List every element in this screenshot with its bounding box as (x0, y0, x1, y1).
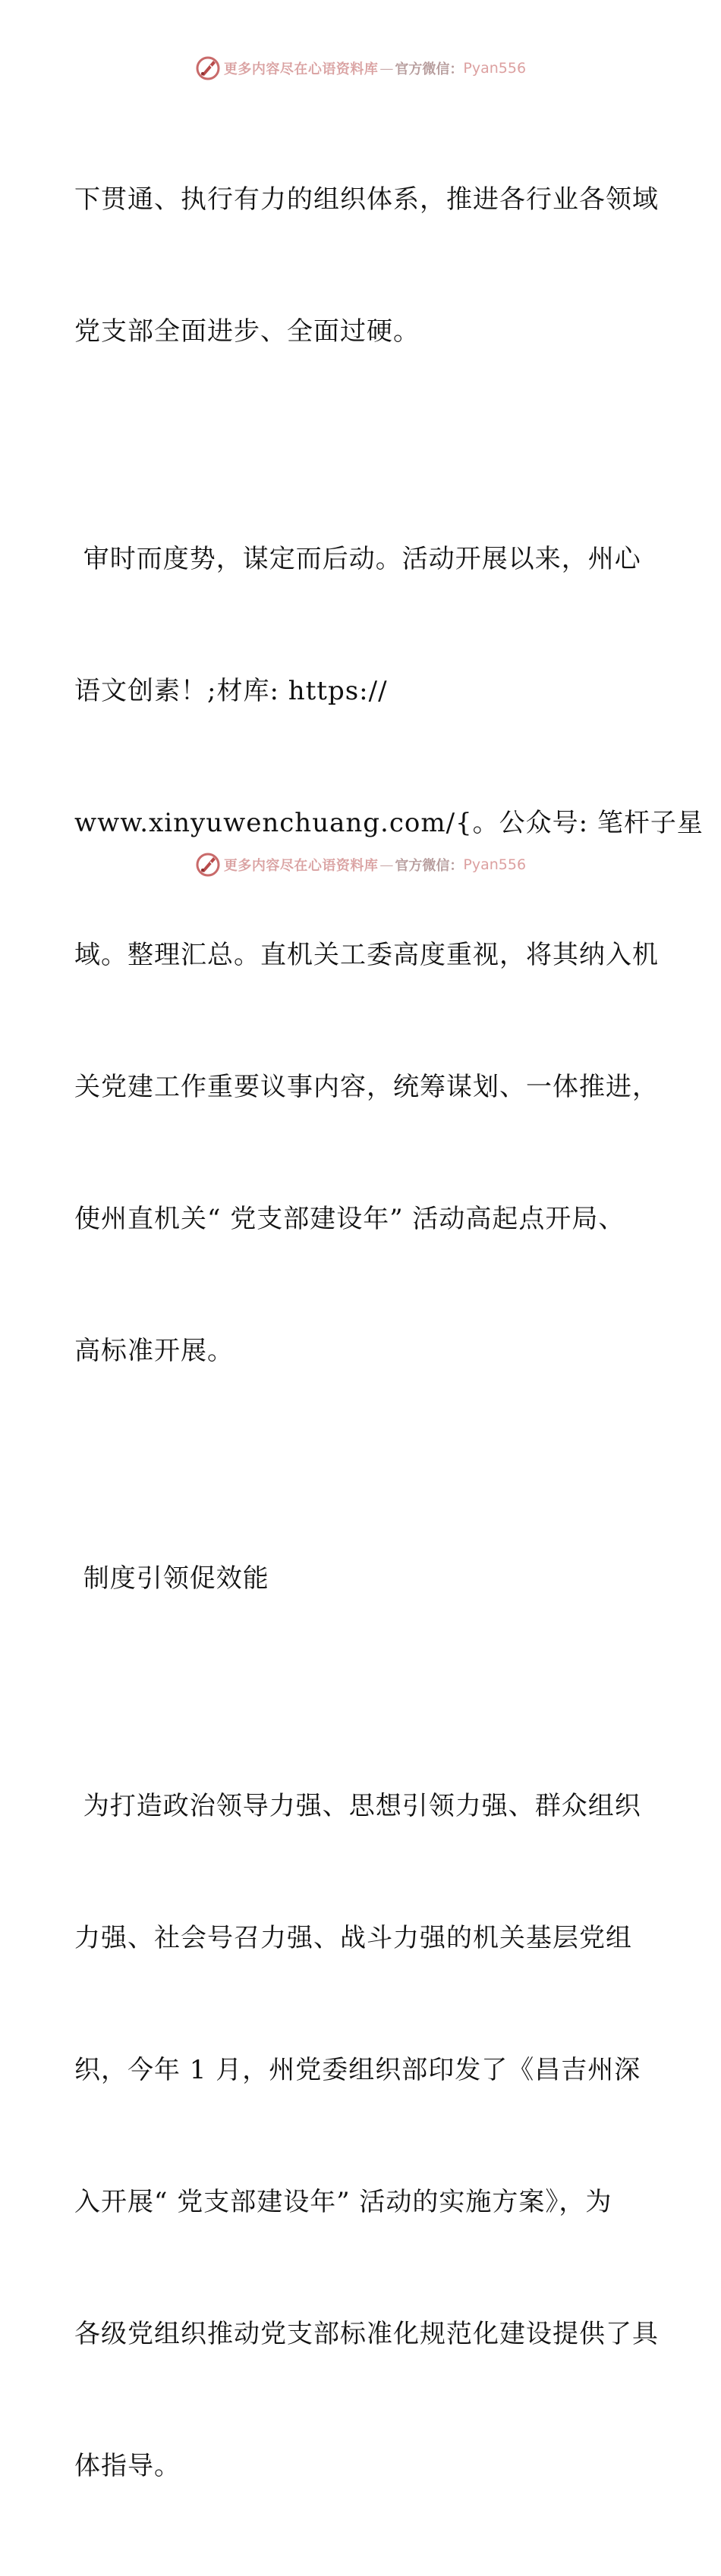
banner-separator: — (379, 60, 394, 77)
paragraph-2 (74, 449, 704, 1461)
paragraph-1 (74, 90, 659, 441)
banner-text: 更多内容尽在心语资料库 (223, 61, 379, 77)
header-banner (0, 53, 721, 83)
heading-text: 制度引领促效能 (74, 1563, 269, 1594)
section-heading (74, 1469, 651, 1689)
text-line: 力强、社会号召力强、战斗力强的机关基层党组 (74, 1923, 632, 1953)
text-line: 织，今年 1 月，州党委组织部印发了《昌吉州深 (74, 2055, 641, 2085)
text-line: 关党建工作重要议事内容，统筹谋划、一体推进， (74, 1072, 659, 1102)
text-line: 下贯通、执行有力的组织体系，推进各行业各领域 (74, 184, 659, 215)
text-line: 语文创素！;材库: https:// (74, 676, 388, 706)
banner-wechat-label: 官方微信： (395, 858, 464, 874)
text-line: 体指导。 (74, 2451, 181, 2481)
text-line: 审时而度势，谋定而后动。活动开展以来，州心 (74, 544, 641, 574)
text-line: 入开展“ 党支部建设年” 活动的实施方案》，为 (74, 2187, 612, 2217)
text-line: 为打造政治领导力强、思想引领力强、群众组织 (74, 1791, 641, 1821)
banner-separator: — (379, 856, 394, 873)
text-line: www.xinyuwenchuang.com/{。公众号: 笔杆子星 (74, 808, 704, 838)
banner-wechat-label: 官方微信： (395, 61, 464, 77)
footer-banner (0, 850, 721, 880)
banner-wechat-id: Pyan556 (463, 856, 527, 873)
text-line: 使州直机关“ 党支部建设年” 活动高起点开局、 (74, 1204, 625, 1234)
quill-pen-circle-icon (195, 852, 221, 878)
banner-wechat-id: Pyan556 (463, 60, 527, 77)
banner-text: 更多内容尽在心语资料库 (223, 858, 379, 874)
text-line: 高标准开展。 (74, 1336, 234, 1366)
paragraph-4 (74, 1696, 659, 2576)
document-body (74, 90, 704, 2576)
text-line: 党支部全面进步、全面过硬。 (74, 316, 420, 347)
text-line: 各级党组织推动党支部标准化规范化建设提供了具 (74, 2319, 659, 2349)
text-line: 域。整理汇总。直机关工委高度重视，将其纳入机 (74, 940, 659, 970)
quill-pen-circle-icon (195, 55, 221, 81)
